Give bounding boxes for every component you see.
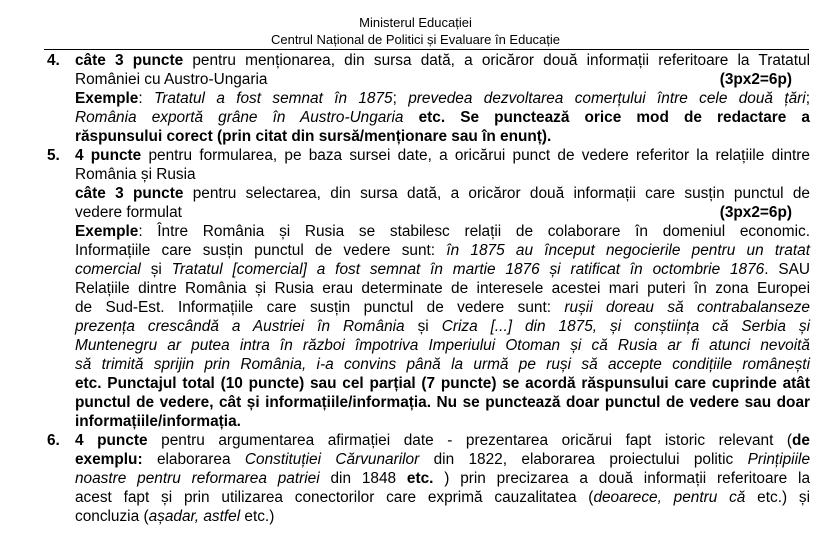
item-text: elaborarea [142,451,245,468]
grading-content [44,51,810,526]
item-number: 4. [47,52,60,69]
item-text: ) prin precizarea a două informații referitoare la [433,470,810,487]
item-text: pentru argumentarea afirmației date - prezentarea oricărui fapt istoric relevant ( [147,432,793,449]
grading-note: etc. Punctajul total (10 puncte) sau cel parțial (7 puncte) se acordă răspunsului care cuprinde atât [75,375,810,392]
grading-note: punctul de vedere, cât și informațiile/informația. Nu se punctează doar punctul de vedere sau doar [75,394,810,411]
example-text: deoarece, pentru că [593,489,746,506]
example-text: în 1875 au început negocierile pentru un tratat [446,242,810,259]
item-text: din 1848 [319,470,407,487]
item-text: și [404,318,442,335]
points-label: câte 3 puncte [75,52,184,69]
item-line [75,89,810,108]
example-text: Constituției Cărvunarilor [244,451,420,468]
item-4 [44,51,810,146]
item-text: vedere formulat [75,204,182,221]
example-text: să trimită sprijin prin România, i-a convins până la urmă pe ruși să accepte condițiile românești [75,356,810,373]
item-number: 6. [47,432,60,449]
points-label: 4 puncte [75,432,148,449]
item-line [75,241,810,260]
example-text: Criza [...] din 1875, și conștiința că Serbia și [441,318,810,335]
item-line [75,374,810,393]
item-text: . SAU [764,261,810,278]
header-ministry: Ministerul Educației [359,15,472,30]
item-text: România și Rusia [75,166,196,183]
item-number: 5. [47,147,60,164]
item-line [75,393,810,412]
item-text: etc.) și [745,489,811,506]
item-line [75,222,810,241]
example-text: Prințipiile [747,451,811,468]
item-line [75,70,810,89]
item-text: pentru selectarea, din sursa dată, a oricăror două informații care susțin punctul de [183,185,810,202]
example-text: prevedea dezvoltarea comerțului între cele două țări [408,90,806,107]
item-text: din 1822, elaborarea proiectului politic [419,451,748,468]
item-line [75,51,810,70]
item-text: Informațiile care susțin punctul de vedere sunt: [75,242,447,259]
item-text: etc.) [240,508,275,525]
item-text: : [138,90,154,107]
item-line [75,108,810,127]
item-text: de [792,432,810,449]
item-text: ; [392,90,409,107]
grading-note: răspunsului corect (prin citat din sursă/menționare sau în enunț). [75,128,552,145]
example-text: comercial [75,261,141,278]
item-line [75,203,810,222]
item-text: exemplu: [75,451,143,468]
score-formula: (3px2=6p) [719,204,792,221]
item-text: concluzia ( [75,508,149,525]
item-text: etc. [406,470,434,487]
document-header [0,14,831,48]
item-line [75,279,810,298]
example-text: noastre pentru reformarea patriei [75,470,320,487]
example-text: prezența crescândă a Austriei în România [75,318,405,335]
item-line [75,146,810,165]
points-label: 4 puncte [75,147,142,164]
item-line [75,488,810,507]
examples-label: Exemple [75,90,139,107]
example-text: România exportă grâne în Austro-Ungaria [75,109,404,126]
item-line [75,431,810,450]
item-line [75,184,810,203]
example-text: Muntenegru ar putea intra în război împotriva Imperiului Otoman și că Rusia ar fi atunci nevoită [75,337,810,354]
item-line [75,469,810,488]
item-line [75,450,810,469]
item-text: : Între România și Rusia se stabilesc relații de colaborare în domeniul economic. [138,223,810,240]
examples-label: Exemple [75,223,139,240]
item-text: ; [805,90,810,107]
item-text: pentru formularea, pe baza sursei date, a oricărui punct de vedere referitor la relațiile dintre [141,147,810,164]
item-text: și [140,261,172,278]
item-text: de Sud-Est. Informațiile care susțin punctul de vedere sunt: [75,299,565,316]
item-line [75,260,810,279]
item-5 [44,146,810,431]
item-text: Relațiile dintre România și Rusia erau determinate de interesele acestei mari puteri în zona Europei [75,280,810,297]
item-line [75,317,810,336]
score-formula: (3px2=6p) [719,71,792,88]
item-line [75,412,810,431]
item-text: pentru menționarea, din sursa dată, a oricăror două informații referitoare la Tratatul [183,52,810,69]
item-6 [44,431,810,526]
item-line [75,355,810,374]
example-text: rușii doreau să contrabalanseze [564,299,810,316]
header-divider [44,49,809,50]
example-text: așadar, astfel [148,508,241,525]
item-line [75,165,810,184]
item-line [75,507,810,526]
points-label: câte 3 puncte [75,185,184,202]
grading-note: informațiile/informația. [75,413,241,430]
item-line [75,336,810,355]
item-text: României cu Austro-Ungaria [75,71,268,88]
item-line [75,127,810,146]
example-text: Tratatul a fost semnat în 1875 [153,90,393,107]
header-center: Centrul Național de Politici și Evaluare în Educație [270,32,561,47]
item-line [75,298,810,317]
example-text: Tratatul [comercial] a fost semnat în martie 1876 și ratificat în octombrie 1876 [171,261,765,278]
item-text: acest fapt și prin utilizarea conectorilor care exprimă cauzalitatea ( [75,489,594,506]
grading-note: etc. Se punctează orice mod de redactare a [403,109,810,126]
